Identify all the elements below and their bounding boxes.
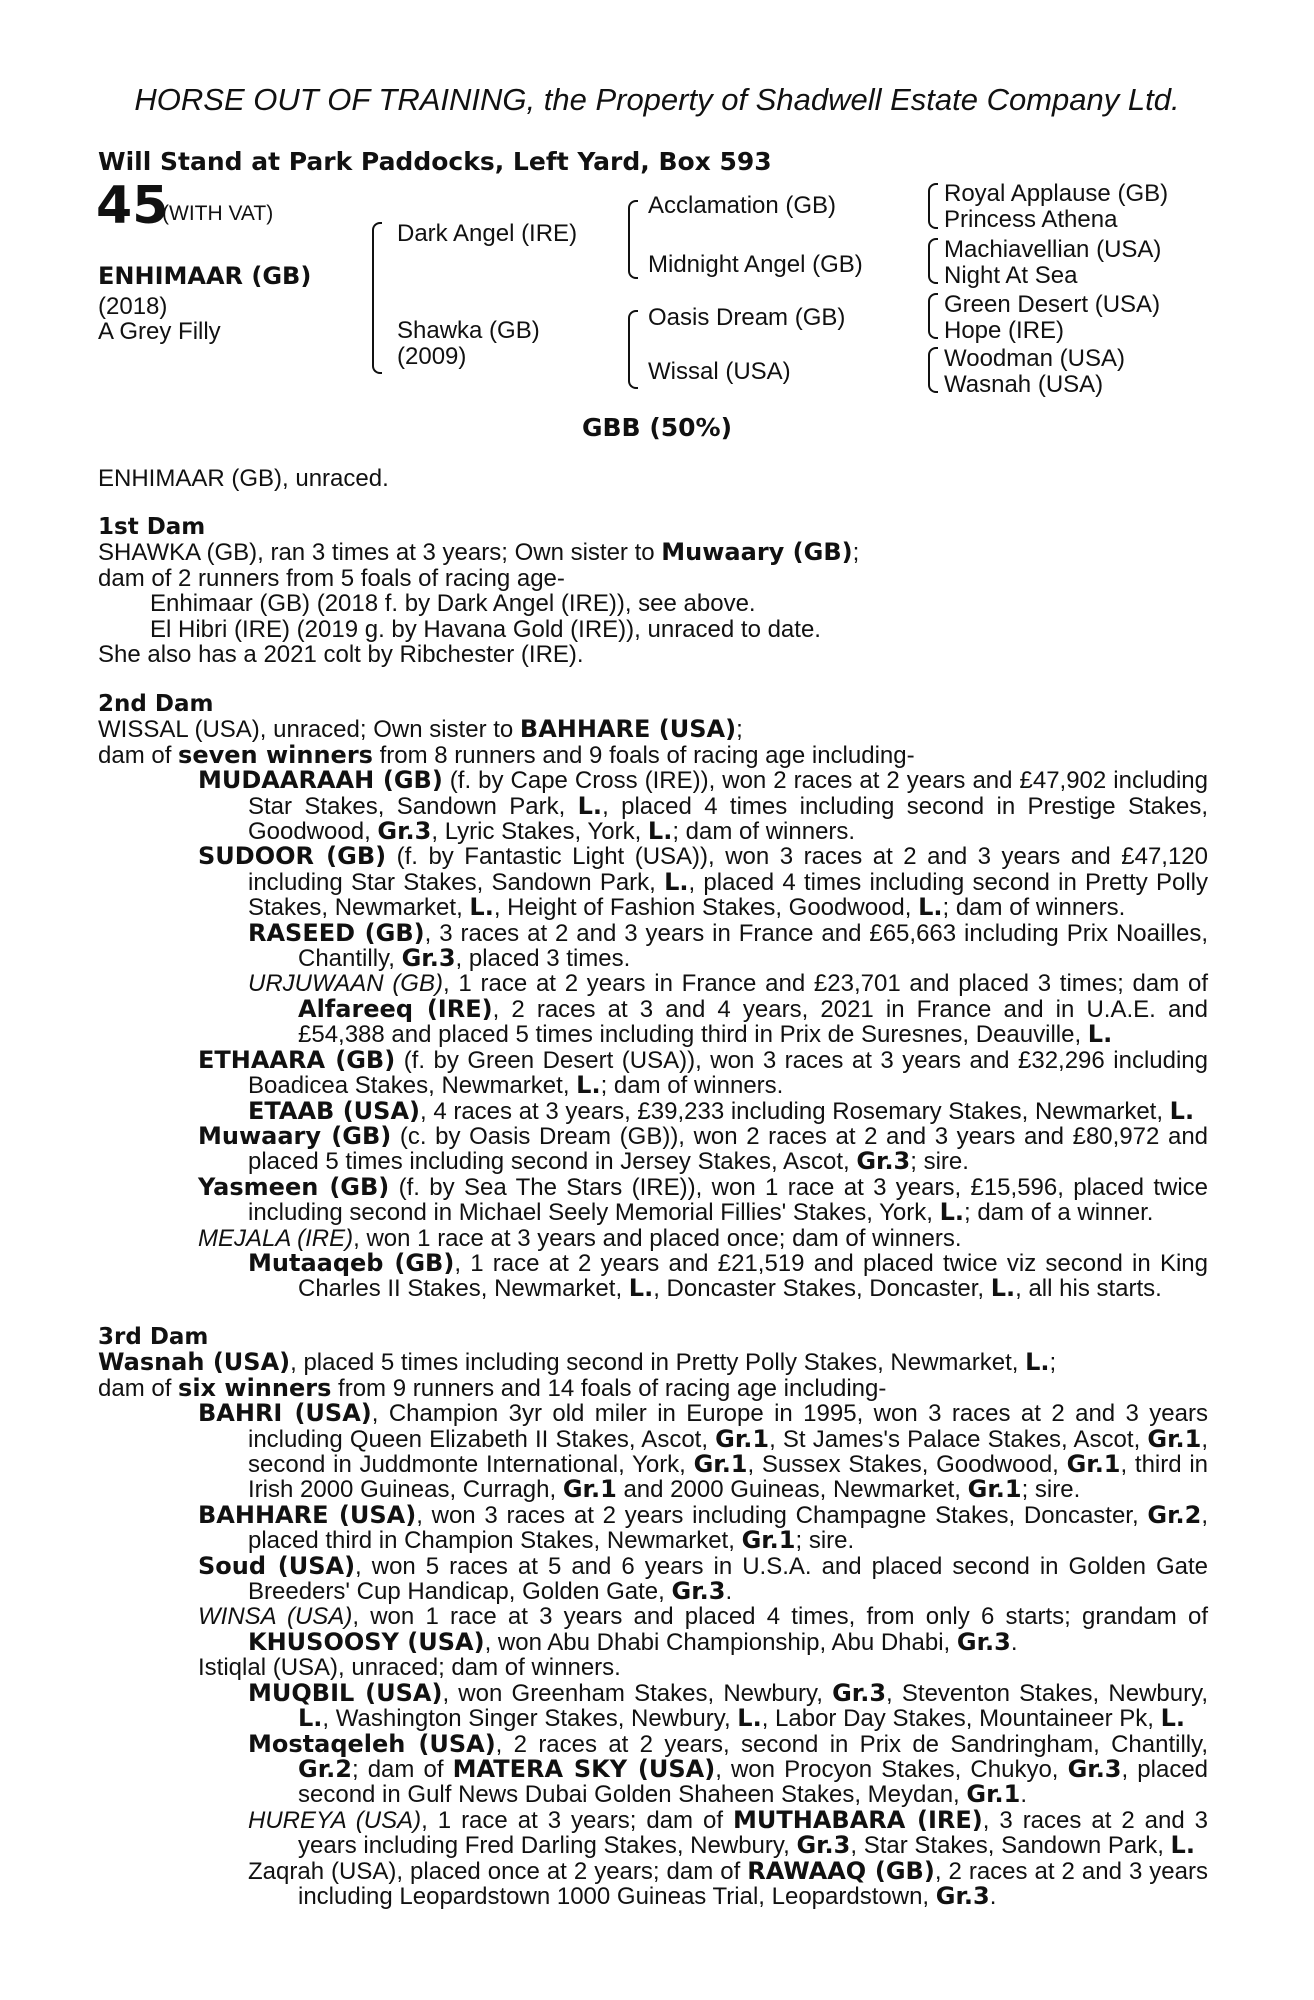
text: dam of [98, 741, 179, 769]
first-dam-produce-summary: dam of 2 runners from 5 foals of racing age- [98, 564, 565, 592]
text: , Steventon Stakes, Newbury, [886, 1679, 1208, 1707]
text-bold: Gr.1 [562, 1475, 617, 1504]
text-bold: Wasnah (USA) [98, 1348, 291, 1377]
text-bold: BAHRI (USA) [198, 1399, 372, 1428]
text: ; dam of a winner. [964, 1199, 1154, 1227]
produce-entry [98, 1604, 1208, 1655]
pedigree-dam-sire: Oasis Dream (GB) [648, 304, 846, 331]
text-bold: L. [577, 791, 603, 820]
text: , 1 race at 3 years; dam of [421, 1806, 733, 1834]
text-bold: Gr.1 [693, 1450, 748, 1479]
text: ; dam of [351, 1755, 453, 1783]
produce-entry [98, 971, 1208, 1047]
text-bold: MATERA SKY (USA) [452, 1754, 716, 1783]
text-bold: RAWAAQ (GB) [747, 1856, 935, 1885]
text: SHAWKA (GB), ran 3 times at 3 years; Own sister to [98, 539, 662, 567]
third-dam-line [98, 1350, 1208, 1375]
text-bold: BAHHARE (USA) [198, 1500, 417, 1529]
first-dam-foal: El Hibri (IRE) (2019 g. by Havana Gold (IRE)), unraced to date. [150, 615, 821, 643]
text: ; dam of winners. [672, 818, 856, 846]
text: , third in Irish 2000 Guineas, Curragh, [248, 1451, 1208, 1504]
text: and 2000 Guineas, Newmarket, [616, 1476, 968, 1504]
text: WISSAL (USA), unraced; Own sister to [98, 716, 520, 744]
produce-entry [98, 1401, 1208, 1503]
lot-number: 45 [96, 176, 169, 236]
text-bold: Yasmeen (GB) [198, 1172, 390, 1201]
produce-entry [98, 1856, 1208, 1910]
text-bold: BAHHARE (USA) [519, 715, 737, 744]
text: , won 3 races at 2 years including Champagne Stakes, Doncaster, [416, 1501, 1148, 1529]
text-bold: RASEED (GB) [248, 918, 425, 947]
text: , won 1 race at 3 years and placed 4 times, from only 6 starts; grandam of [352, 1603, 1209, 1631]
produce-entry [98, 1655, 1208, 1680]
text: , placed second in Gulf News Dubai Golden Shaheen Stakes, Meydan, [298, 1755, 1209, 1809]
pedigree-bracket-sire [628, 200, 638, 279]
text-bold: Muwaary (GB) [661, 538, 853, 567]
text-bold: Gr.3 [796, 1831, 851, 1860]
text: , 3 races at 2 and 3 years including Fred Darling Stakes, Newbury, [298, 1806, 1209, 1860]
text-italic: URJUWAAN (GB) [248, 970, 443, 998]
text-bold: MUDAARAAH (GB) [198, 766, 443, 795]
text: ; [852, 539, 860, 567]
text: (c. by Oasis Dream (GB)), won 2 races at 2 and 3 years and £80,972 and placed 5 times including second in Jersey Stakes, Ascot, [248, 1122, 1209, 1176]
text-bold: Gr.1 [1147, 1424, 1202, 1453]
text: , 2 races at 2 and 3 years including Leopardstown 1000 Guineas Trial, Leopardstown, [298, 1857, 1208, 1910]
text-bold: L. [1160, 1704, 1185, 1733]
text: , won 5 races at 5 and 6 years in U.S.A. and placed second in Golden Gate Breeders' Cup Handicap, Golden Gate, [248, 1552, 1208, 1606]
text-bold: Gr.1 [1066, 1450, 1121, 1479]
vat-note: (WITH VAT) [162, 202, 274, 225]
text: Istiqlal (USA), unraced; dam of winners. [198, 1654, 621, 1682]
text-bold: KHUSOOSY (USA) [248, 1627, 485, 1656]
text: , 1 race at 2 years and £21,519 and placed twice viz second in King Charles II Stakes, Newmarket, [298, 1249, 1208, 1303]
pedigree-gg4: Night At Sea [944, 262, 1078, 289]
produce-entry [98, 1500, 1208, 1555]
pedigree-bracket-main [372, 222, 382, 374]
pedigree-sire-dam: Midnight Angel (GB) [648, 251, 863, 278]
text-italic: MEJALA (IRE) [198, 1224, 354, 1252]
horse-summary: ENHIMAAR (GB), unraced. [98, 465, 389, 492]
text: , Labor Day Stakes, Mountaineer Pk, [761, 1705, 1161, 1733]
text: ; dam of winners. [942, 894, 1126, 922]
text-bold: L. [469, 893, 494, 922]
text: , Sussex Stakes, Goodwood, [747, 1451, 1067, 1479]
page-title: HORSE OUT OF TRAINING, the Property of Shadwell Estate Company Ltd. [134, 82, 1180, 117]
second-dam-produce-summary [98, 740, 1208, 769]
text: , placed third in Champion Stakes, Newmarket, [248, 1501, 1208, 1555]
text: . [989, 1882, 997, 1910]
produce-entry [98, 1729, 1209, 1809]
text: from 9 runners and 14 foals of racing age including- [331, 1374, 887, 1402]
text: (f. by Sea The Stars (IRE)), won 1 race at 3 years, £15,596, placed twice including second in Michael Seely Memorial Fillies' Stakes, York, [248, 1173, 1208, 1227]
pedigree-gg2: Princess Athena [944, 206, 1118, 233]
text-bold: L. [1087, 1020, 1113, 1049]
text: , 3 races at 2 and 3 years in France and £65,663 including Prix Noailles, Chantilly, [298, 919, 1208, 973]
pedigree-gg7: Woodman (USA) [944, 345, 1125, 372]
text-bold: Gr.3 [401, 944, 456, 973]
text: , 4 races at 3 years, £39,233 including Rosemary Stakes, Newmarket, [419, 1097, 1170, 1125]
pedigree-bracket-g1 [928, 183, 938, 229]
text-bold: Mostaqeleh (USA) [248, 1729, 496, 1758]
text-bold: L. [628, 1274, 654, 1303]
produce-entry [98, 1172, 1208, 1227]
text-bold: SUDOOR (GB) [198, 842, 387, 871]
produce-entry [98, 844, 1208, 920]
text-bold: L. [918, 893, 943, 922]
pedigree-bracket-g2 [928, 238, 938, 284]
text-bold: MUTHABARA (IRE) [733, 1805, 983, 1834]
text: , Height of Fashion Stakes, Goodwood, [493, 894, 919, 922]
text-bold: ETAAB (USA) [248, 1096, 420, 1125]
text: dam of [98, 1374, 179, 1402]
text-bold: L. [737, 1704, 762, 1733]
text-bold: Gr.1 [741, 1526, 796, 1555]
text-bold: L. [1169, 1096, 1195, 1125]
produce-entry [98, 768, 1208, 844]
text-bold: L. [1025, 1348, 1050, 1377]
pedigree-gg3: Machiavellian (USA) [944, 236, 1162, 263]
text-bold: Muwaary (GB) [198, 1121, 392, 1150]
text-bold: ETHAARA (GB) [198, 1045, 396, 1074]
text-italic: HUREYA (USA) [248, 1806, 422, 1834]
text-bold: Gr.3 [377, 817, 432, 846]
produce-entry [98, 1551, 1208, 1606]
produce-entry [98, 1248, 1208, 1303]
text-bold: Gr.1 [967, 1475, 1022, 1504]
pedigree-dam-dam: Wissal (USA) [648, 358, 791, 385]
produce-entry [98, 1121, 1209, 1176]
text: , Washington Singer Stakes, Newbury, [322, 1705, 738, 1733]
text: , placed 4 times including second in Prestige Stakes, Goodwood, [248, 792, 1208, 846]
pedigree-gg6: Hope (IRE) [944, 317, 1065, 344]
first-dam-foal: Enhimaar (GB) (2018 f. by Dark Angel (IRE)), see above. [150, 590, 756, 618]
text-bold: L. [298, 1704, 323, 1733]
pedigree-sire: Dark Angel (IRE) [397, 220, 578, 247]
text-bold: Gr.3 [956, 1627, 1011, 1656]
text: , Doncaster Stakes, Doncaster, [653, 1275, 991, 1303]
text: ; sire. [795, 1527, 855, 1555]
text: (f. by Fantastic Light (USA)), won 3 races at 2 and 3 years and £47,120 including Star Stakes, Sandown Park, [248, 843, 1209, 896]
produce-entry [98, 1805, 1209, 1860]
text: ; sire. [1021, 1476, 1081, 1504]
text: , won Procyon Stakes, Chukyo, [715, 1755, 1068, 1783]
text: , 2 races at 3 and 4 years, 2021 in France and in U.A.E. and £54,388 and placed 5 times including third in Prix de Suresnes, Deauville, [298, 995, 1208, 1049]
text: Zaqrah (USA), placed once at 2 years; dam of [248, 1857, 748, 1885]
pedigree-gg8: Wasnah (USA) [944, 371, 1104, 398]
text: ; [1049, 1349, 1057, 1377]
horse-description: A Grey Filly [98, 318, 221, 345]
pedigree-gg5: Green Desert (USA) [944, 291, 1161, 318]
text-bold: MUQBIL (USA) [248, 1678, 443, 1707]
text: , Champion 3yr old miler in Europe in 1995, won 3 races at 2 and 3 years including Queen Elizabeth II Stakes, Ascot, [248, 1400, 1208, 1453]
text: , 1 race at 2 years in France and £23,701 and placed 3 times; dam of [442, 970, 1208, 998]
text: . [725, 1578, 733, 1606]
text-bold: L. [647, 817, 673, 846]
text-bold: Gr.1 [715, 1424, 770, 1453]
text-bold: Gr.3 [671, 1577, 726, 1606]
text-italic: WINSA (USA) [198, 1603, 353, 1631]
text-bold: six winners [178, 1373, 332, 1402]
third-dam-section [98, 1325, 1208, 1909]
text: . [1010, 1628, 1018, 1656]
text: , Star Stakes, Sandown Park, [850, 1832, 1171, 1860]
text-bold: Soud (USA) [198, 1551, 356, 1580]
produce-entry [98, 1096, 1208, 1125]
pedigree-gg1: Royal Applause (GB) [944, 180, 1169, 207]
text: , placed 3 times. [455, 945, 631, 973]
text: ; [736, 716, 743, 744]
text: ; sire. [910, 1148, 969, 1176]
text-bold: seven winners [178, 740, 373, 769]
stand-location: Will Stand at Park Paddocks, Left Yard, Box 593 [98, 147, 772, 176]
text-bold: Gr.3 [856, 1147, 911, 1176]
pedigree-dam-year: (2009) [397, 343, 467, 370]
pedigree-bracket-dam [628, 310, 638, 389]
text: , won 1 race at 3 years and placed once; dam of winners. [353, 1224, 962, 1252]
horse-name: ENHIMAAR (GB) [98, 262, 312, 290]
pedigree-bracket-g4 [928, 347, 938, 393]
text-bold: L. [990, 1274, 1016, 1303]
pedigree-dam: Shawka (GB) [397, 317, 540, 344]
second-dam-line [98, 717, 1208, 742]
text-bold: Gr.3 [1067, 1754, 1122, 1783]
text: , St James's Palace Stakes, Ascot, [769, 1425, 1148, 1453]
text-bold: L. [939, 1198, 964, 1227]
text: (f. by Green Desert (USA)), won 3 races at 3 years and £32,296 including Boadicea Stakes, Newmarket, [248, 1046, 1208, 1100]
first-dam-section [98, 515, 1208, 667]
text: , placed 4 times including second in Pretty Polly Stakes, Newmarket, [248, 868, 1208, 922]
pedigree-sire-sire: Acclamation (GB) [648, 192, 837, 219]
gbb-percentage: GBB (50%) [581, 413, 733, 442]
text-bold: Gr.3 [935, 1881, 990, 1910]
text: , all his starts. [1015, 1275, 1162, 1303]
first-dam-note: She also has a 2021 colt by Ribchester (IRE). [98, 641, 584, 669]
text-bold: L. [1170, 1831, 1195, 1860]
text-bold: Gr.2 [298, 1754, 352, 1783]
text: , Lyric Stakes, York, [431, 818, 648, 846]
text: , 2 races at 2 years, second in Prix de Sandringham, Chantilly, [495, 1730, 1209, 1758]
pedigree-bracket-g3 [928, 293, 938, 339]
text-bold: Gr.2 [1147, 1500, 1202, 1529]
horse-year: (2018) [98, 293, 168, 320]
text: , placed 5 times including second in Pretty Polly Stakes, Newmarket, [290, 1349, 1026, 1377]
third-dam-produce-summary [98, 1373, 1208, 1402]
second-dam-heading: 2nd Dam [98, 691, 214, 717]
produce-entry [98, 1678, 1208, 1733]
text-bold: Alfareeq (IRE) [298, 994, 493, 1023]
second-dam-section [98, 692, 1208, 1302]
text: ; dam of winners. [600, 1072, 784, 1100]
first-dam-heading: 1st Dam [98, 514, 206, 540]
text-bold: Gr.1 [966, 1780, 1021, 1809]
text: . [1020, 1781, 1027, 1809]
first-dam-line [98, 540, 1208, 565]
produce-entry [98, 918, 1208, 973]
text: , won Abu Dhabi Championship, Abu Dhabi, [484, 1628, 957, 1656]
text-bold: L. [576, 1071, 601, 1100]
text: (f. by Cape Cross (IRE)), won 2 races at 2 years and £47,902 including Star Stakes, Sandown Park, [248, 767, 1208, 820]
text: , won Greenham Stakes, Newbury, [442, 1679, 833, 1707]
text: , second in Juddmonte International, York, [248, 1425, 1208, 1479]
text-bold: L. [664, 867, 689, 896]
produce-entry [98, 1226, 1208, 1251]
text-bold: Mutaaqeb (GB) [248, 1248, 455, 1277]
produce-entry [98, 1045, 1208, 1100]
text-bold: Gr.3 [832, 1678, 887, 1707]
text: from 8 runners and 9 foals of racing age including- [372, 741, 915, 769]
third-dam-heading: 3rd Dam [98, 1324, 209, 1350]
